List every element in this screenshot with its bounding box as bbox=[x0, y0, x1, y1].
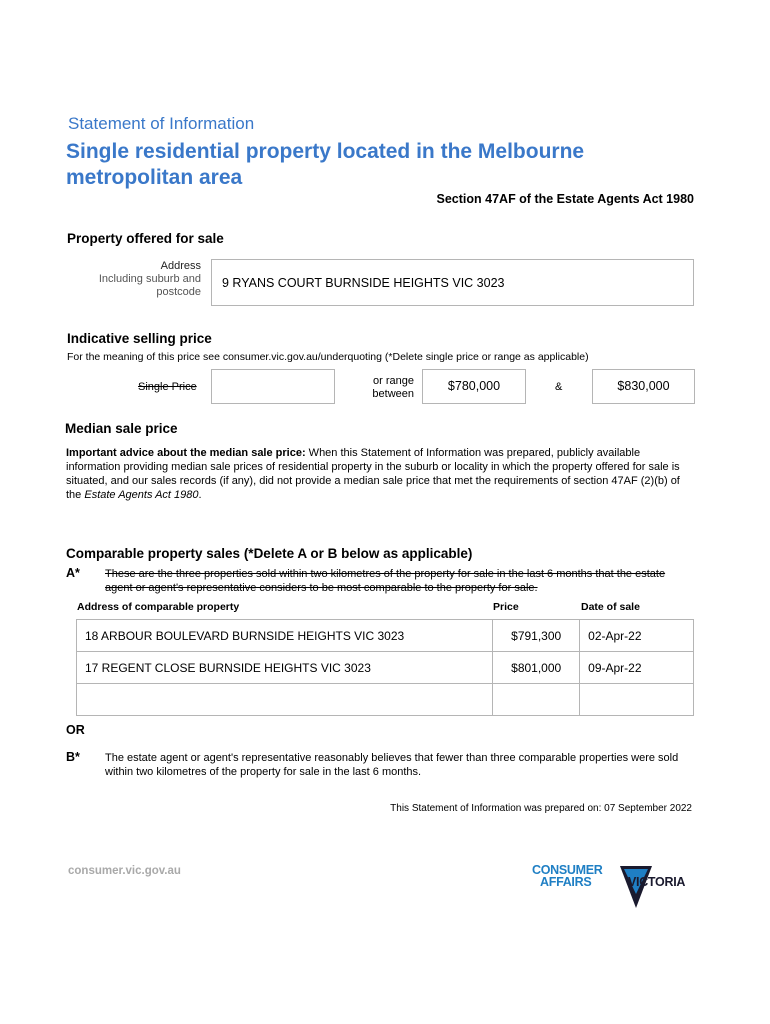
median-advice-bold: Important advice about the median sale price: bbox=[66, 447, 306, 459]
address-sublabel-2: postcode bbox=[156, 286, 201, 298]
range-label bbox=[345, 375, 414, 401]
median-advice-text: When this Statement of Information was prepared, publicly available information providing median sale prices of residential property in the suburb or locality in which the property offered for sale is situated, and our sales records (if any), did not provide a median sale price that met the requirements of section 47AF (2)(b) of the bbox=[66, 447, 680, 501]
website-link[interactable]: consumer.vic.gov.au bbox=[68, 865, 181, 877]
option-a-text: These are the three properties sold within two kilometres of the property for sale in the last 6 months that the estate agent or agent's representative considers to be most comparable to the property for sale. bbox=[105, 568, 666, 594]
comparable-address-cell[interactable] bbox=[77, 684, 493, 716]
comparable-price-cell[interactable]: $791,300 bbox=[493, 620, 580, 652]
column-date-header: Date of sale bbox=[581, 601, 640, 613]
range-low-field[interactable]: $780,000 bbox=[422, 369, 526, 404]
table-row bbox=[77, 652, 694, 684]
section-reference: Section 47AF of the Estate Agents Act 1980 bbox=[436, 192, 694, 206]
single-price-label: Single Price bbox=[138, 381, 197, 393]
property-heading: Property offered for sale bbox=[67, 231, 224, 246]
option-b-label: B* bbox=[66, 750, 80, 764]
median-advice-act: Estate Agents Act 1980 bbox=[84, 489, 199, 501]
table-row bbox=[77, 620, 694, 652]
median-advice bbox=[66, 446, 696, 502]
title-line-1: Single residential property located in the Melbourne bbox=[66, 140, 585, 163]
comparable-date-cell[interactable] bbox=[580, 684, 694, 716]
or-label: OR bbox=[66, 723, 85, 737]
option-b-text: The estate agent or agent's representative reasonably believes that fewer than three comparable properties were sold within two kilometres of the property for sale in the last 6 months. bbox=[105, 752, 679, 778]
column-price-header: Price bbox=[493, 601, 519, 613]
table-row bbox=[77, 684, 694, 716]
range-label-1: or range bbox=[373, 375, 414, 387]
range-label-2: between bbox=[372, 388, 414, 400]
logo-victoria: VICTORIA bbox=[628, 875, 686, 889]
price-heading: Indicative selling price bbox=[67, 331, 212, 346]
comparable-heading: Comparable property sales (*Delete A or B below as applicable) bbox=[66, 546, 473, 561]
range-separator: & bbox=[555, 381, 563, 393]
address-field[interactable]: 9 RYANS COURT BURNSIDE HEIGHTS VIC 3023 bbox=[211, 259, 694, 306]
comparable-price-cell[interactable]: $801,000 bbox=[493, 652, 580, 684]
single-price-field[interactable] bbox=[211, 369, 335, 404]
option-a-label: A* bbox=[66, 566, 80, 580]
column-address-header: Address of comparable property bbox=[77, 601, 240, 613]
median-heading: Median sale price bbox=[65, 421, 178, 436]
title-line-2: metropolitan area bbox=[66, 166, 243, 189]
comparable-price-cell[interactable] bbox=[493, 684, 580, 716]
address-label: Address bbox=[160, 260, 201, 272]
address-sublabel-1: Including suburb and bbox=[98, 273, 201, 285]
comparable-date-cell[interactable]: 02-Apr-22 bbox=[580, 620, 694, 652]
price-note: For the meaning of this price see consumer.vic.gov.au/underquoting (*Delete single price or range as applicable) bbox=[67, 351, 589, 363]
logo-affairs: AFFAIRS bbox=[540, 875, 592, 889]
prepared-date: This Statement of Information was prepared on: 07 September 2022 bbox=[390, 803, 692, 814]
range-high-field[interactable]: $830,000 bbox=[592, 369, 695, 404]
consumer-affairs-victoria-logo bbox=[532, 864, 702, 910]
comparable-address-cell[interactable]: 17 REGENT CLOSE BURNSIDE HEIGHTS VIC 3023 bbox=[77, 652, 493, 684]
median-advice-end: . bbox=[198, 489, 202, 501]
logo-consumer: CONSUMER bbox=[532, 863, 603, 877]
document-subtitle: Statement of Information bbox=[68, 114, 255, 133]
comparable-date-cell[interactable]: 09-Apr-22 bbox=[580, 652, 694, 684]
comparable-sales-table bbox=[76, 619, 694, 716]
comparable-address-cell[interactable]: 18 ARBOUR BOULEVARD BURNSIDE HEIGHTS VIC 3023 bbox=[77, 620, 493, 652]
address-label-block bbox=[60, 260, 201, 299]
document-title bbox=[66, 139, 666, 191]
